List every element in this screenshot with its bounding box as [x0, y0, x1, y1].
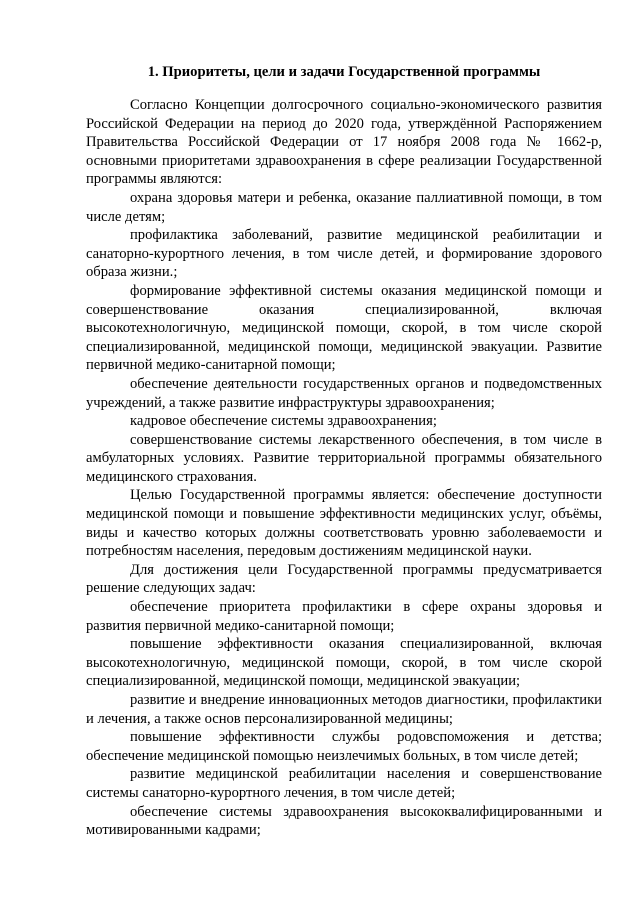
- paragraph-task-innovation: развитие и внедрение инновационных методов диагностики, профилактики и лечения, а также основ персонализированной медицины;: [86, 692, 602, 727]
- paragraph-task-specialized-care: повышение эффективности оказания специализированной, включая высокотехнологичную, медицинской помощи, скорой, в том числе скорой специализированной, медицинской помощи, медицинской эвакуации;: [86, 636, 602, 690]
- paragraph-priority-staffing: кадровое обеспечение системы здравоохранения;: [130, 413, 437, 430]
- paragraph-tasks-intro: Для достижения цели Государственной программы предусматривается решение следующих задач:: [86, 561, 602, 597]
- paragraph-priority-care-system: формирование эффективной системы оказания медицинской помощи и совершенствование оказания специализированной, включая высокотехнологичную, медицинской помощи, скорой, в том числе скорой специализированной, медицинской помощи, медицинской эвакуации. Развитие первичной медико-санитарной помощи;: [86, 282, 602, 374]
- paragraph-priority-government-bodies: обеспечение деятельности государственных органов и подведомственных учреждений, а также развитие инфраструктуры здравоохранения;: [86, 375, 602, 411]
- document-page: [86, 0, 602, 905]
- paragraph-task-prevention: обеспечение приоритета профилактики в сфере охраны здоровья и развития первичной медико-санитарной помощи;: [86, 599, 602, 634]
- paragraph-intro: Согласно Концепции долгосрочного социально-экономического развития Российской Федерации на период до 2020 года, утверждённой Распоряжением Правительства Российской Федерации от 17 ноября 2008 года № 1662-р, основными приоритетами здравоохранения в сфере реализации Государственной программы являются:: [86, 97, 602, 188]
- section-title: 1. Приоритеты, цели и задачи Государственной программы: [147, 64, 541, 80]
- document-body: [86, 96, 602, 840]
- paragraph-task-staff: обеспечение системы здравоохранения высококвалифицированными и мотивированными кадрами;: [86, 803, 602, 839]
- paragraph-task-rehabilitation: развитие медицинской реабилитации населения и совершенствование системы санаторно-курортного лечения, в том числе детей;: [86, 766, 602, 801]
- paragraph-priority-maternal-health: охрана здоровья матери и ребенка, оказание паллиативной помощи, в том числе детям;: [86, 189, 602, 225]
- paragraph-priority-prevention: профилактика заболеваний, развитие медицинской реабилитации и санаторно-курортного лечения, в том числе детей, и формирование здорового образа жизни.;: [86, 227, 602, 281]
- paragraph-goal: Целью Государственной программы является: обеспечение доступности медицинской помощи и повышение эффективности медицинских услуг, объёмы, виды и качество которых должны соответствовать уровню заболеваемости и потребностям населения, передовым достижениям медицинской науки.: [86, 487, 602, 560]
- paragraph-task-maternity: повышение эффективности службы родовспоможения и детства; обеспечение медицинской помощью неизлечимых больных, в том числе детей;: [86, 729, 602, 764]
- paragraph-priority-drug-supply: совершенствование системы лекарственного обеспечения, в том числе в амбулаторных условиях. Развитие территориальной программы обязательного медицинского страхования.: [86, 431, 602, 485]
